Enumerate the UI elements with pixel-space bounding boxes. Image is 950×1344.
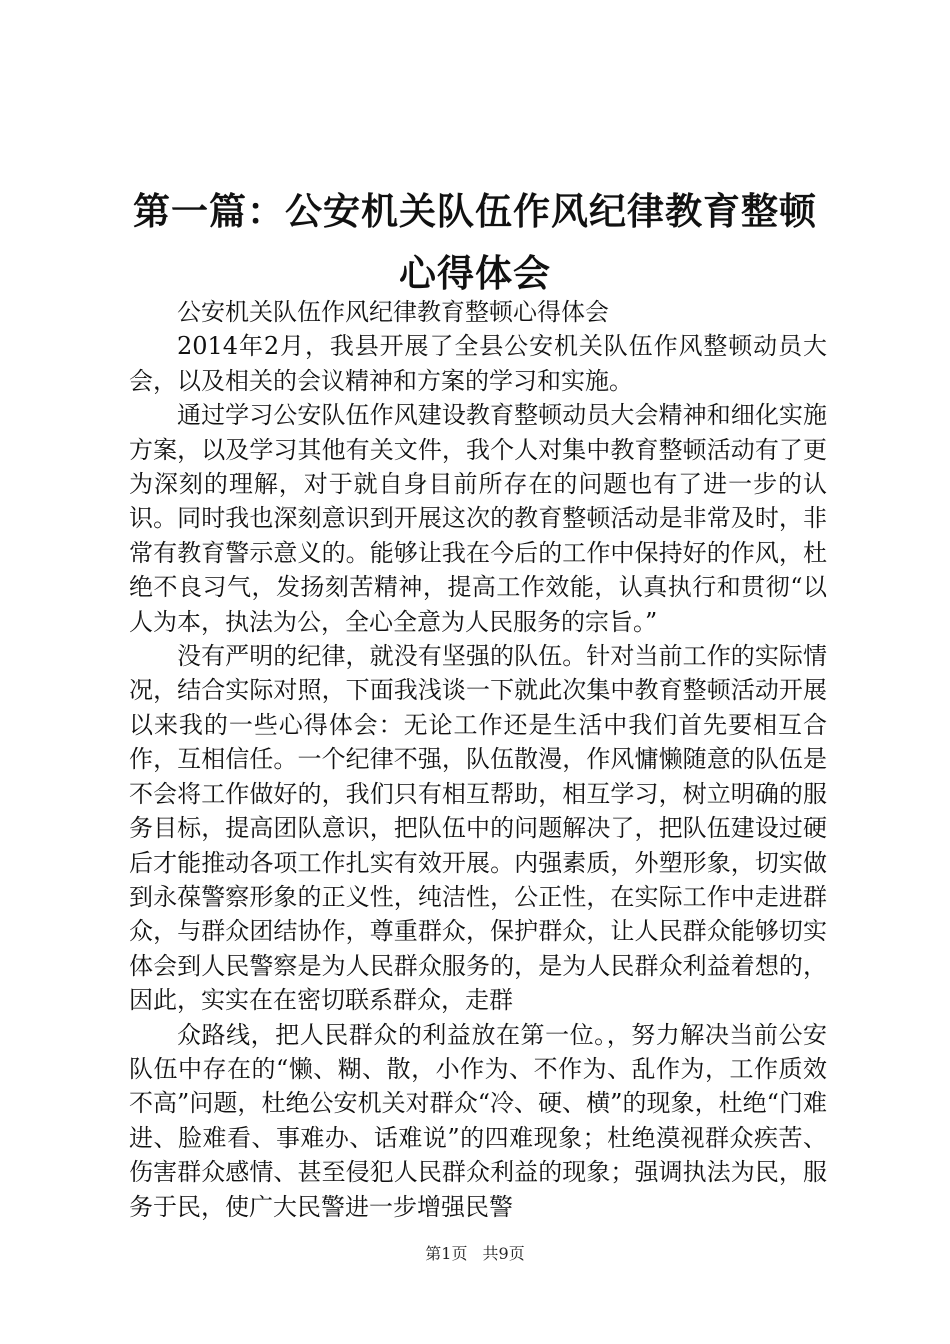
page-total: 共9页	[482, 1244, 525, 1263]
paragraph-subtitle: 公安机关队伍作风纪律教育整顿心得体会	[177, 298, 609, 326]
page-number: 第1页	[425, 1244, 468, 1263]
page-footer	[0, 1244, 950, 1264]
paragraph: 通过学习公安队伍作风建设教育整顿动员大会精神和细化实施方案，以及学习其他有关文件，我个人对集中教育整顿活动有了更为深刻的理解，对于就自身目前所存在的问题也有了进一步的认识。同时我也深刻意识到开展这次的教育整顿活动是非常及时，非常有教育警示意义的。能够让我在今后的工作中保持好的作风，杜绝不良习气，发扬刻苦精神，提高工作效能，认真执行和贯彻“以人为本，执法为公，全心全意为人民服务的宗旨。”	[129, 401, 827, 636]
paragraph: 2014年2月，我县开展了全县公安机关队伍作风整顿动员大会，以及相关的会议精神和方案的学习和实施。	[129, 332, 827, 395]
paragraph: 没有严明的纪律，就没有坚强的队伍。针对当前工作的实际情况，结合实际对照，下面我浅谈一下就此次集中教育整顿活动开展以来我的一些心得体会：无论工作还是生活中我们首先要相互合作，互相信任。一个纪律不强，队伍散漫，作风慵懒随意的队伍是不会将工作做好的，我们只有相互帮助，相互学习，树立明确的服务目标，提高团队意识，把队伍中的问题解决了，把队伍建设过硬后才能推动各项工作扎实有效开展。内强素质，外塑形象，切实做到永葆警察形象的正义性，纯洁性，公正性，在实际工作中走进群众，与群众团结协作，尊重群众，保护群众，让人民群众能够切实体会到人民警察是为人民群众服务的，是为人民群众利益着想的，因此，实实在在密切联系群众，走群	[129, 642, 827, 1015]
paragraph: 众路线，把人民群众的利益放在第一位。，努力解决当前公安队伍中存在的“懒、糊、散，小作为、不作为、乱作为，工作质效不高”问题，杜绝公安机关对群众“冷、硬、横”的现象，杜绝“门难进、脸难看、事难办、话难说”的四难现象；杜绝漠视群众疾苦、伤害群众感情、甚至侵犯人民群众利益的现象；强调执法为民，服务于民，使广大民警进一步增强民警	[129, 1020, 827, 1221]
document-title: 第一篇：公安机关队伍作风纪律教育整顿心得体会	[133, 189, 817, 295]
document-body	[129, 295, 827, 1224]
